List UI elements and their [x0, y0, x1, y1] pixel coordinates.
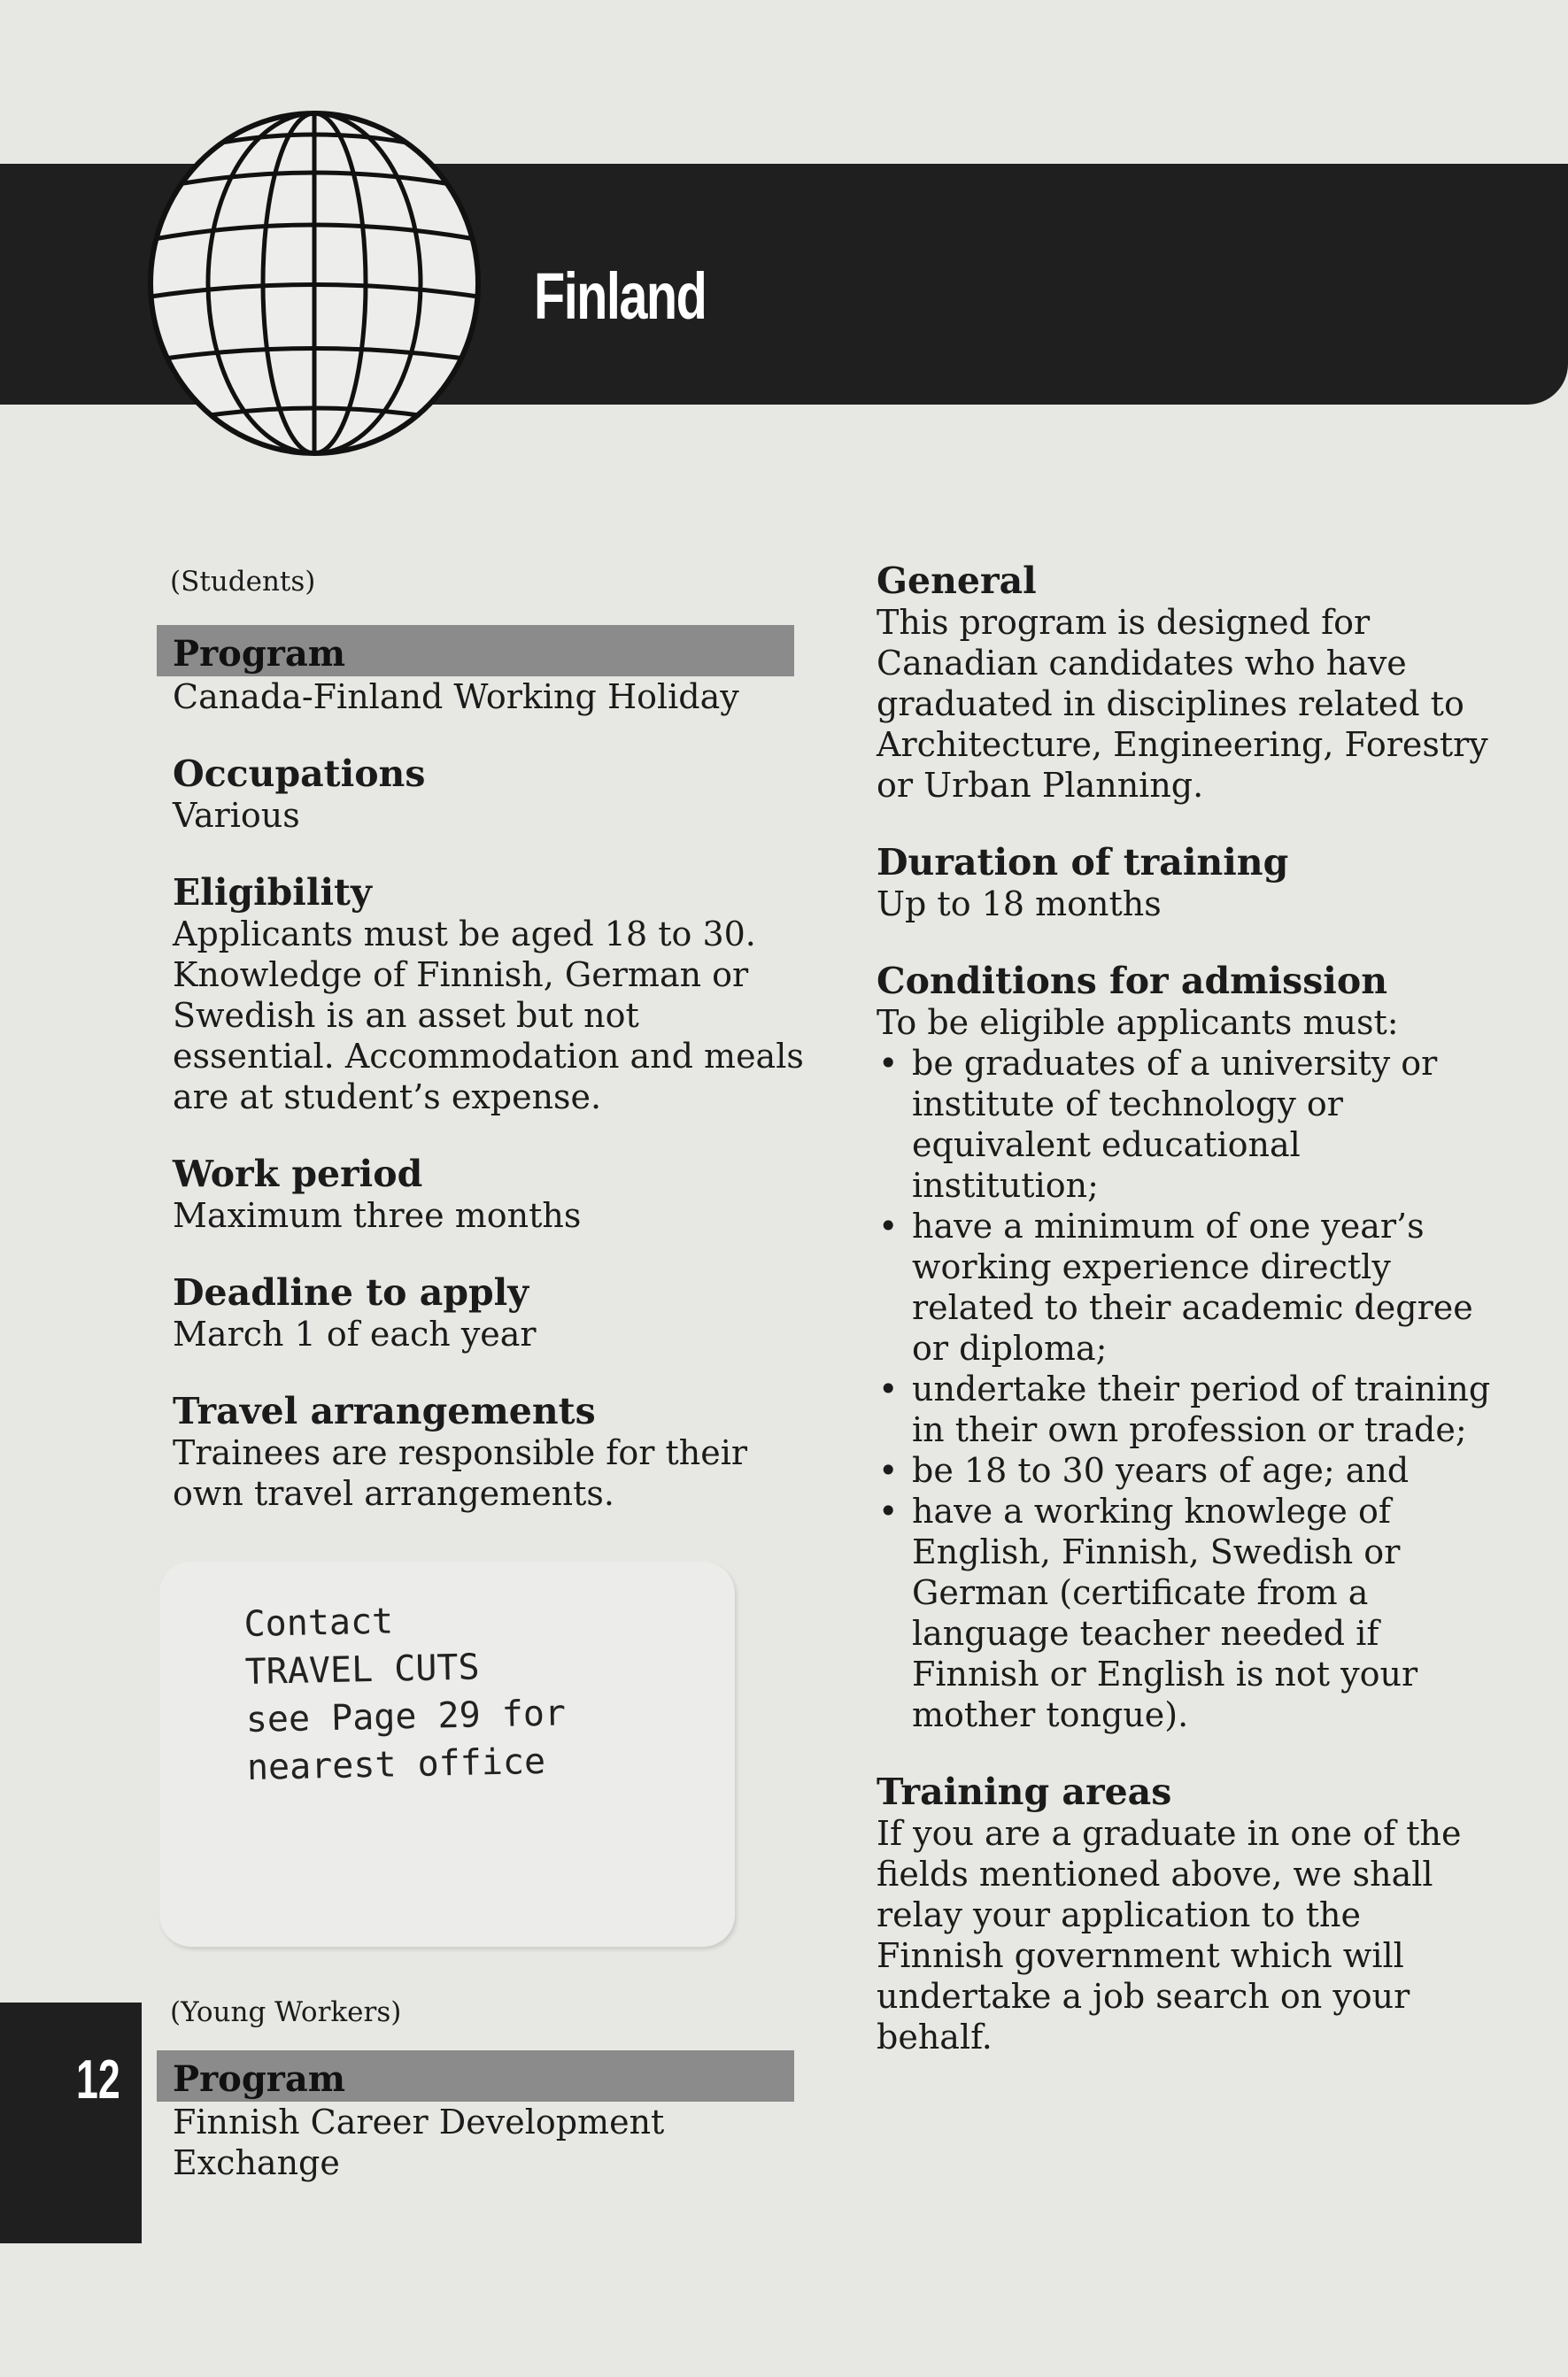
section-heading: Work period [173, 1153, 423, 1195]
sticker-line: TRAVEL CUTS [244, 1647, 481, 1693]
duration-text: Up to 18 months [877, 884, 1162, 923]
training-heading: Training areas [877, 1771, 1172, 1813]
program-band [157, 625, 794, 676]
page-number: 12 [76, 2049, 120, 2111]
list-item: • have a minimum of one year’s working experience directly related to their academic degree or diploma; [877, 1206, 1496, 1369]
program-label: Program [173, 633, 346, 675]
general-heading: General [877, 560, 1037, 602]
duration-heading: Duration of training [877, 841, 1289, 884]
section-heading: Travel arrangements [173, 1390, 596, 1432]
section-heading: Eligibility [173, 871, 372, 914]
section-text: Maximum three months [173, 1196, 582, 1235]
program-value: Finnish Career Development Exchange [173, 2103, 665, 2182]
globe-icon [142, 106, 487, 460]
list-item: • be 18 to 30 years of age; and [877, 1450, 1496, 1491]
program-band [157, 2050, 794, 2102]
section-text: Applicants must be aged 18 to 30. Knowledge of Finnish, German or Swedish is an asset but not essential. Accommodation and meals are at student’s expense. [173, 915, 804, 1116]
sticker-text [243, 1594, 568, 1792]
contact-sticker [159, 1562, 735, 1947]
details-column [877, 560, 1496, 2057]
section-heading: Occupations [173, 752, 426, 795]
conditions-list [877, 1043, 1496, 1735]
page-number-box [0, 2003, 142, 2243]
general-text: This program is designed for Canadian candidates who have graduated in disciplines related to Architecture, Engineering, Forestry or Urban Planning. [877, 603, 1488, 805]
list-item: • be graduates of a university or institute of technology or equivalent educational institution; [877, 1043, 1496, 1206]
program-value: Canada-Finland Working Holiday [173, 677, 739, 716]
conditions-intro: To be eligible applicants must: [877, 1003, 1399, 1042]
section-text: Various [173, 796, 300, 835]
list-item: • have a working knowlege of English, Finnish, Swedish or German (certificate from a language teacher needed if Finnish or English is not your mother tongue). [877, 1491, 1496, 1735]
students-column [170, 561, 810, 1514]
section-heading: Deadline to apply [173, 1271, 529, 1314]
conditions-heading: Conditions for admission [877, 960, 1388, 1002]
training-text: If you are a graduate in one of the fields mentioned above, we shall relay your application to the Finnish government which will undertake a job search on your behalf. [877, 1814, 1462, 2057]
country-title: Finland [534, 259, 707, 333]
sticker-line: see Page 29 for [245, 1693, 567, 1740]
list-item: • undertake their period of training in their own profession or trade; [877, 1369, 1496, 1450]
program-label: Program [173, 2058, 346, 2100]
sticker-line: Contact [243, 1601, 394, 1645]
section-text: March 1 of each year [173, 1315, 537, 1354]
young-workers-section [170, 1992, 810, 2183]
sticker-line: nearest office [246, 1740, 546, 1788]
section-text: Trainees are responsible for their own travel arrangements. [173, 1433, 748, 1513]
students-category: (Students) [170, 566, 316, 598]
young-workers-category: (Young Workers) [170, 1996, 402, 2028]
